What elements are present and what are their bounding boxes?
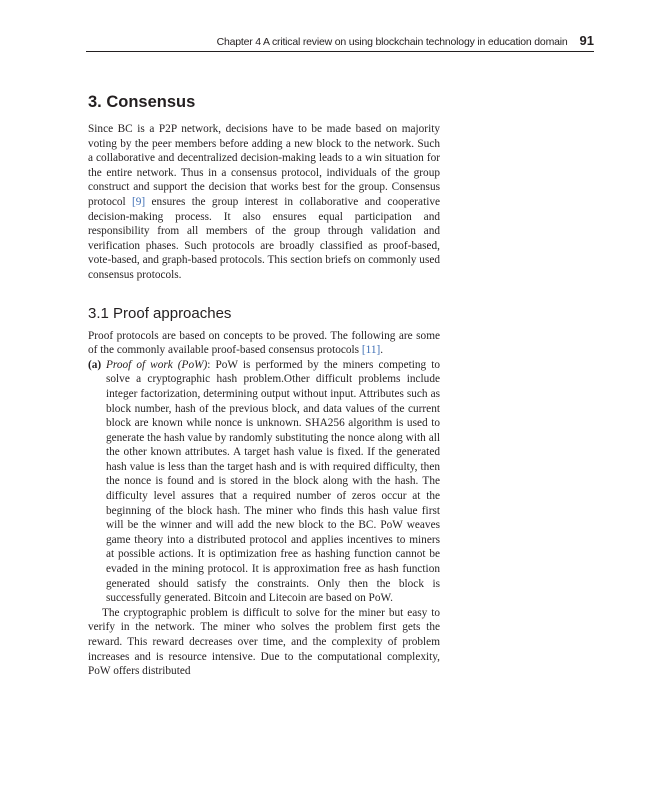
citation-link[interactable]: [9] [132, 195, 146, 208]
list-item-label: (a) [88, 358, 102, 371]
proof-intro-end: . [380, 344, 384, 357]
list-item-text: : PoW is performed by the miners competing to solve a cryptographic hash problem.Other difficult problems include integer factorization, determining output without input. Attributes such as block number, hash of the previous block, and data values of the current block are known while nonce is unknown. SHA256 algorithm is used to generate the hash value by randomly substituting the nonce along with all the other known attributes. A target hash value is fixed. If the generated hash value is less than the target hash and is with required difficulty, then the nonce is found and is stored in the block along with the hash. The difficulty level assures that a required number of zeros occur at the beginning of the block hash. The miner who finds this hash value first will be the winner and will add the new block to the BC. PoW weaves game theory into a distributed protocol and applies incentives to miners at possible actions. It is optimization free as hashing function cannot be evaded in the mining protocol. It is approximation free as hash function generated should satisfy the constraints. Only then the block is successfully generated. Bitcoin and Litecoin are based on PoW. [106, 358, 440, 605]
list-item-term: Proof of work (PoW) [106, 358, 208, 371]
subsection-heading: 3.1 Proof approaches [88, 304, 232, 322]
running-title: Chapter 4 A critical review on using blockchain technology in education domain [216, 36, 568, 48]
closing-paragraph: The cryptographic problem is difficult to solve for the miner but easy to verify in the network. The miner who solves the problem first gets the reward. This reward decreases over time, and the complexity of problem increases and is resource intensive. Due to the computational complexity, PoW offers distributed [88, 606, 440, 678]
consensus-paragraph [88, 122, 440, 283]
consensus-text: Since BC is a P2P network, decisions have to be made based on majority voting by the peer members before adding a new block to the network. Such a collaborative and decentralized decision-making leads to a win situation for the entire network. Thus in a consensus protocol, individuals of the group construct and support the decision that works best for the group. Consensus protocol [88, 123, 440, 208]
page-body [88, 92, 440, 679]
citation-link[interactable]: [11] [361, 344, 381, 357]
running-header [86, 33, 594, 52]
section-heading: 3. Consensus [88, 93, 196, 111]
list-item [88, 358, 440, 606]
consensus-text-rest: ensures the group interest in collaborative and cooperative decision-making process. It also ensures equal participation and responsibility from all members of the group through validation and verification phases. Such protocols are broadly classified as proof-based, vote-based, and graph-based protocols. This section briefs on commonly used consensus protocols. [88, 195, 441, 281]
proof-intro-paragraph [88, 329, 440, 358]
proof-intro-text: Proof protocols are based on concepts to be proved. The following are some of the commonly available proof-based consensus protocols [88, 329, 440, 357]
page-number: 91 [579, 33, 594, 48]
